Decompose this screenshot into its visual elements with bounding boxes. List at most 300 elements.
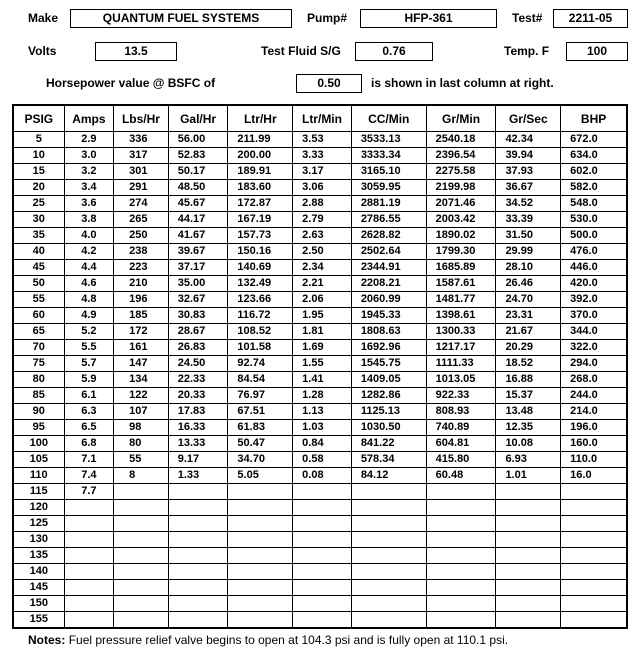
cell-bhp: 370.0	[561, 308, 627, 324]
cell-gr-sec: 15.37	[496, 388, 561, 404]
cell-bhp: 446.0	[561, 260, 627, 276]
cell-gal-hr: 13.33	[168, 436, 228, 452]
cell-amps: 3.2	[64, 164, 114, 180]
cell-gr-sec: 33.39	[496, 212, 561, 228]
table-row	[13, 404, 627, 420]
cell-gr-sec: 28.10	[496, 260, 561, 276]
cell-cc-min: 2881.19	[351, 196, 426, 212]
cell-psig: 40	[13, 244, 64, 260]
cell-gal-hr: 1.33	[168, 468, 228, 484]
cell-psig: 140	[13, 564, 64, 580]
cell-ltr-min: 1.13	[293, 404, 352, 420]
cell-gr-min	[426, 580, 496, 596]
cell-bhp	[561, 612, 627, 629]
cell-gal-hr	[168, 484, 228, 500]
cell-gr-min: 2540.18	[426, 132, 496, 148]
cell-gr-sec: 37.93	[496, 164, 561, 180]
cell-gr-sec: 42.34	[496, 132, 561, 148]
cell-psig: 155	[13, 612, 64, 629]
cell-ltr-hr	[228, 580, 293, 596]
cell-cc-min: 2060.99	[351, 292, 426, 308]
cell-gal-hr: 20.33	[168, 388, 228, 404]
cell-gr-min	[426, 484, 496, 500]
cell-ltr-min: 0.58	[293, 452, 352, 468]
table-row	[13, 180, 627, 196]
temp-label: Temp. F	[504, 44, 550, 58]
cell-lbs-hr: 238	[114, 244, 169, 260]
cell-gr-sec: 21.67	[496, 324, 561, 340]
cell-ltr-hr: 101.58	[228, 340, 293, 356]
cell-ltr-min	[293, 580, 352, 596]
cell-gr-min: 1111.33	[426, 356, 496, 372]
cell-cc-min: 1282.86	[351, 388, 426, 404]
cell-lbs-hr: 80	[114, 436, 169, 452]
cell-ltr-min	[293, 500, 352, 516]
column-header-gal-hr: Gal/Hr	[168, 105, 228, 132]
cell-psig: 70	[13, 340, 64, 356]
cell-ltr-min: 1.81	[293, 324, 352, 340]
cell-cc-min: 3165.10	[351, 164, 426, 180]
cell-bhp	[561, 500, 627, 516]
cell-gr-sec: 18.52	[496, 356, 561, 372]
cell-bhp	[561, 548, 627, 564]
cell-amps: 6.5	[64, 420, 114, 436]
cell-ltr-hr: 67.51	[228, 404, 293, 420]
volts-label: Volts	[28, 44, 57, 58]
cell-ltr-hr: 200.00	[228, 148, 293, 164]
cell-amps	[64, 532, 114, 548]
cell-gr-sec: 6.93	[496, 452, 561, 468]
table-row	[13, 324, 627, 340]
bsfc-suffix-label: is shown in last column at right.	[371, 76, 554, 90]
cell-lbs-hr: 134	[114, 372, 169, 388]
cell-ltr-hr: 116.72	[228, 308, 293, 324]
cell-bhp: 500.0	[561, 228, 627, 244]
cell-gal-hr: 35.00	[168, 276, 228, 292]
cell-amps	[64, 500, 114, 516]
table-row	[13, 308, 627, 324]
cell-gr-sec: 34.52	[496, 196, 561, 212]
cell-cc-min: 84.12	[351, 468, 426, 484]
cell-ltr-min: 2.34	[293, 260, 352, 276]
cell-lbs-hr: 196	[114, 292, 169, 308]
table-row	[13, 468, 627, 484]
volts-field[interactable]: 13.5	[95, 42, 177, 61]
cell-ltr-hr: 211.99	[228, 132, 293, 148]
cell-amps: 3.8	[64, 212, 114, 228]
cell-gal-hr	[168, 500, 228, 516]
cell-ltr-hr: 123.66	[228, 292, 293, 308]
cell-cc-min	[351, 484, 426, 500]
cell-gr-min: 808.93	[426, 404, 496, 420]
table-row	[13, 484, 627, 500]
pump-field[interactable]: HFP-361	[360, 9, 497, 28]
table-row	[13, 260, 627, 276]
cell-psig: 120	[13, 500, 64, 516]
make-field[interactable]: QUANTUM FUEL SYSTEMS	[70, 9, 292, 28]
bsfc-prefix-label: Horsepower value @ BSFC of	[46, 76, 216, 90]
cell-lbs-hr: 55	[114, 452, 169, 468]
cell-bhp: 420.0	[561, 276, 627, 292]
cell-amps: 3.0	[64, 148, 114, 164]
cell-psig: 110	[13, 468, 64, 484]
cell-cc-min: 1030.50	[351, 420, 426, 436]
cell-gr-sec	[496, 580, 561, 596]
cell-amps: 6.3	[64, 404, 114, 420]
cell-ltr-hr: 5.05	[228, 468, 293, 484]
cell-ltr-min	[293, 532, 352, 548]
cell-gr-min: 740.89	[426, 420, 496, 436]
cell-cc-min	[351, 532, 426, 548]
cell-bhp: 214.0	[561, 404, 627, 420]
cell-bhp	[561, 564, 627, 580]
cell-gr-min: 1013.05	[426, 372, 496, 388]
flow-data-table	[12, 104, 628, 629]
table-row	[13, 436, 627, 452]
cell-gal-hr	[168, 596, 228, 612]
table-header	[13, 105, 627, 132]
cell-ltr-min: 1.03	[293, 420, 352, 436]
cell-psig: 115	[13, 484, 64, 500]
table-row	[13, 228, 627, 244]
table-body	[13, 132, 627, 629]
cell-amps: 3.6	[64, 196, 114, 212]
cell-ltr-hr: 157.73	[228, 228, 293, 244]
cell-gr-min: 2396.54	[426, 148, 496, 164]
cell-gal-hr: 24.50	[168, 356, 228, 372]
cell-ltr-min: 1.55	[293, 356, 352, 372]
table-row	[13, 580, 627, 596]
cell-cc-min	[351, 564, 426, 580]
cell-psig: 135	[13, 548, 64, 564]
cell-cc-min	[351, 612, 426, 629]
cell-bhp	[561, 580, 627, 596]
cell-psig: 20	[13, 180, 64, 196]
cell-lbs-hr: 250	[114, 228, 169, 244]
cell-amps: 5.2	[64, 324, 114, 340]
cell-lbs-hr	[114, 548, 169, 564]
cell-psig: 10	[13, 148, 64, 164]
test-field[interactable]: 2211-05	[553, 9, 628, 28]
pump-label: Pump#	[307, 11, 348, 25]
cell-lbs-hr: 274	[114, 196, 169, 212]
cell-ltr-min: 2.06	[293, 292, 352, 308]
table-row	[13, 196, 627, 212]
cell-ltr-min: 2.79	[293, 212, 352, 228]
cell-gal-hr: 9.17	[168, 452, 228, 468]
cell-gr-sec: 13.48	[496, 404, 561, 420]
cell-lbs-hr: 210	[114, 276, 169, 292]
cell-psig: 65	[13, 324, 64, 340]
cell-gr-min: 1799.30	[426, 244, 496, 260]
cell-cc-min	[351, 516, 426, 532]
cell-gal-hr: 16.33	[168, 420, 228, 436]
cell-lbs-hr: 301	[114, 164, 169, 180]
cell-cc-min: 1945.33	[351, 308, 426, 324]
cell-amps	[64, 548, 114, 564]
cell-bhp: 344.0	[561, 324, 627, 340]
table-row	[13, 340, 627, 356]
cell-cc-min: 1808.63	[351, 324, 426, 340]
cell-gr-min	[426, 596, 496, 612]
table-row	[13, 148, 627, 164]
cell-ltr-min	[293, 516, 352, 532]
cell-bhp: 196.0	[561, 420, 627, 436]
cell-ltr-hr: 76.97	[228, 388, 293, 404]
cell-gr-sec	[496, 596, 561, 612]
cell-ltr-hr	[228, 484, 293, 500]
cell-ltr-min	[293, 596, 352, 612]
cell-ltr-hr	[228, 532, 293, 548]
cell-cc-min: 578.34	[351, 452, 426, 468]
column-header-psig: PSIG	[13, 105, 64, 132]
cell-ltr-hr: 183.60	[228, 180, 293, 196]
cell-cc-min: 2208.21	[351, 276, 426, 292]
cell-lbs-hr	[114, 596, 169, 612]
cell-gr-sec: 16.88	[496, 372, 561, 388]
cell-lbs-hr: 122	[114, 388, 169, 404]
cell-bhp: 160.0	[561, 436, 627, 452]
cell-ltr-min: 3.33	[293, 148, 352, 164]
notes-label: Notes:	[28, 633, 66, 647]
cell-gr-min: 1398.61	[426, 308, 496, 324]
cell-bhp	[561, 484, 627, 500]
cell-cc-min: 1545.75	[351, 356, 426, 372]
cell-amps: 4.4	[64, 260, 114, 276]
cell-psig: 85	[13, 388, 64, 404]
cell-amps	[64, 564, 114, 580]
cell-gal-hr: 48.50	[168, 180, 228, 196]
cell-lbs-hr	[114, 564, 169, 580]
cell-bhp: 582.0	[561, 180, 627, 196]
cell-ltr-min: 2.50	[293, 244, 352, 260]
table-row	[13, 292, 627, 308]
cell-ltr-min	[293, 564, 352, 580]
cell-cc-min: 2502.64	[351, 244, 426, 260]
cell-gr-min: 2275.58	[426, 164, 496, 180]
cell-gr-min	[426, 500, 496, 516]
cell-gr-sec: 1.01	[496, 468, 561, 484]
cell-ltr-min: 3.17	[293, 164, 352, 180]
cell-lbs-hr: 291	[114, 180, 169, 196]
cell-gr-sec: 12.35	[496, 420, 561, 436]
table-row	[13, 132, 627, 148]
cell-psig: 55	[13, 292, 64, 308]
make-label: Make	[28, 11, 59, 25]
cell-ltr-min	[293, 484, 352, 500]
cell-psig: 15	[13, 164, 64, 180]
cell-cc-min: 2628.82	[351, 228, 426, 244]
cell-ltr-hr	[228, 548, 293, 564]
table-row	[13, 420, 627, 436]
table-row	[13, 532, 627, 548]
cell-gr-min: 604.81	[426, 436, 496, 452]
cell-ltr-min: 1.95	[293, 308, 352, 324]
cell-ltr-hr: 61.83	[228, 420, 293, 436]
cell-gr-min: 2071.46	[426, 196, 496, 212]
cell-gal-hr: 41.67	[168, 228, 228, 244]
cell-lbs-hr	[114, 532, 169, 548]
cell-cc-min: 1692.96	[351, 340, 426, 356]
cell-psig: 80	[13, 372, 64, 388]
cell-gr-sec: 24.70	[496, 292, 561, 308]
cell-gr-min: 415.80	[426, 452, 496, 468]
cell-ltr-hr: 84.54	[228, 372, 293, 388]
cell-cc-min	[351, 596, 426, 612]
cell-gr-min: 1217.17	[426, 340, 496, 356]
cell-psig: 5	[13, 132, 64, 148]
table-row	[13, 388, 627, 404]
cell-gal-hr	[168, 548, 228, 564]
cell-ltr-min: 0.84	[293, 436, 352, 452]
cell-bhp: 672.0	[561, 132, 627, 148]
cell-gal-hr	[168, 612, 228, 629]
temp-field[interactable]: 100	[566, 42, 628, 61]
cell-amps: 7.7	[64, 484, 114, 500]
cell-bhp: 548.0	[561, 196, 627, 212]
cell-bhp: 16.0	[561, 468, 627, 484]
cell-ltr-min: 0.08	[293, 468, 352, 484]
cell-gal-hr: 37.17	[168, 260, 228, 276]
cell-amps: 4.6	[64, 276, 114, 292]
cell-gr-min: 1300.33	[426, 324, 496, 340]
cell-ltr-min: 1.28	[293, 388, 352, 404]
cell-gal-hr: 32.67	[168, 292, 228, 308]
cell-psig: 105	[13, 452, 64, 468]
cell-amps: 6.1	[64, 388, 114, 404]
cell-amps: 4.0	[64, 228, 114, 244]
cell-ltr-hr: 172.87	[228, 196, 293, 212]
cell-psig: 90	[13, 404, 64, 420]
cell-amps	[64, 580, 114, 596]
cell-gal-hr: 50.17	[168, 164, 228, 180]
cell-lbs-hr: 161	[114, 340, 169, 356]
cell-gr-min	[426, 564, 496, 580]
cell-ltr-hr	[228, 612, 293, 629]
cell-ltr-hr: 167.19	[228, 212, 293, 228]
cell-gal-hr: 52.83	[168, 148, 228, 164]
cell-cc-min: 841.22	[351, 436, 426, 452]
cell-gal-hr: 44.17	[168, 212, 228, 228]
cell-lbs-hr: 8	[114, 468, 169, 484]
cell-bhp: 110.0	[561, 452, 627, 468]
cell-lbs-hr: 98	[114, 420, 169, 436]
cell-cc-min	[351, 548, 426, 564]
cell-gr-sec: 31.50	[496, 228, 561, 244]
cell-lbs-hr: 265	[114, 212, 169, 228]
cell-bhp: 634.0	[561, 148, 627, 164]
cell-lbs-hr	[114, 612, 169, 629]
cell-gal-hr: 28.67	[168, 324, 228, 340]
cell-gal-hr: 39.67	[168, 244, 228, 260]
test-fluid-sg-label: Test Fluid S/G	[261, 44, 341, 58]
cell-gal-hr: 22.33	[168, 372, 228, 388]
column-header-lbs-hr: Lbs/Hr	[114, 105, 169, 132]
cell-cc-min: 2786.55	[351, 212, 426, 228]
cell-cc-min: 3333.34	[351, 148, 426, 164]
cell-lbs-hr: 147	[114, 356, 169, 372]
cell-cc-min: 3059.95	[351, 180, 426, 196]
cell-amps: 3.4	[64, 180, 114, 196]
cell-bhp: 244.0	[561, 388, 627, 404]
cell-ltr-hr	[228, 516, 293, 532]
cell-cc-min	[351, 580, 426, 596]
table-row	[13, 452, 627, 468]
cell-lbs-hr: 223	[114, 260, 169, 276]
test-fluid-sg-field[interactable]: 0.76	[355, 42, 433, 61]
header-row	[13, 105, 627, 132]
cell-psig: 75	[13, 356, 64, 372]
cell-bhp	[561, 516, 627, 532]
table-row	[13, 212, 627, 228]
table-row	[13, 612, 627, 629]
column-header-gr-min: Gr/Min	[426, 105, 496, 132]
cell-ltr-hr: 92.74	[228, 356, 293, 372]
cell-ltr-min: 2.63	[293, 228, 352, 244]
table-row	[13, 596, 627, 612]
column-header-ltr-hr: Ltr/Hr	[228, 105, 293, 132]
notes-line	[28, 633, 508, 647]
cell-amps: 7.4	[64, 468, 114, 484]
cell-amps: 4.8	[64, 292, 114, 308]
cell-ltr-hr	[228, 564, 293, 580]
cell-gr-min: 1587.61	[426, 276, 496, 292]
cell-gr-min: 60.48	[426, 468, 496, 484]
cell-amps: 4.9	[64, 308, 114, 324]
cell-gr-min: 922.33	[426, 388, 496, 404]
cell-amps	[64, 612, 114, 629]
cell-lbs-hr	[114, 580, 169, 596]
cell-psig: 25	[13, 196, 64, 212]
cell-gr-min	[426, 548, 496, 564]
cell-gr-sec	[496, 612, 561, 629]
cell-gr-sec	[496, 564, 561, 580]
cell-gal-hr	[168, 580, 228, 596]
cell-bhp: 392.0	[561, 292, 627, 308]
cell-bhp	[561, 596, 627, 612]
cell-psig: 45	[13, 260, 64, 276]
cell-ltr-min	[293, 548, 352, 564]
cell-ltr-hr: 108.52	[228, 324, 293, 340]
cell-amps: 5.9	[64, 372, 114, 388]
cell-gr-sec: 23.31	[496, 308, 561, 324]
cell-amps: 2.9	[64, 132, 114, 148]
test-label: Test#	[512, 11, 543, 25]
table-row	[13, 356, 627, 372]
cell-gr-sec: 39.94	[496, 148, 561, 164]
cell-amps: 4.2	[64, 244, 114, 260]
cell-lbs-hr	[114, 500, 169, 516]
table-row	[13, 276, 627, 292]
cell-psig: 130	[13, 532, 64, 548]
cell-gr-min: 1890.02	[426, 228, 496, 244]
table-row	[13, 516, 627, 532]
cell-gr-sec: 26.46	[496, 276, 561, 292]
cell-psig: 125	[13, 516, 64, 532]
cell-lbs-hr	[114, 516, 169, 532]
cell-ltr-min: 2.88	[293, 196, 352, 212]
table-row	[13, 548, 627, 564]
cell-gal-hr	[168, 564, 228, 580]
cell-gr-min	[426, 516, 496, 532]
cell-bhp: 322.0	[561, 340, 627, 356]
cell-amps: 7.1	[64, 452, 114, 468]
cell-cc-min: 3533.13	[351, 132, 426, 148]
cell-lbs-hr: 172	[114, 324, 169, 340]
bsfc-field[interactable]: 0.50	[296, 74, 362, 93]
column-header-cc-min: CC/Min	[351, 105, 426, 132]
column-header-ltr-min: Ltr/Min	[293, 105, 352, 132]
